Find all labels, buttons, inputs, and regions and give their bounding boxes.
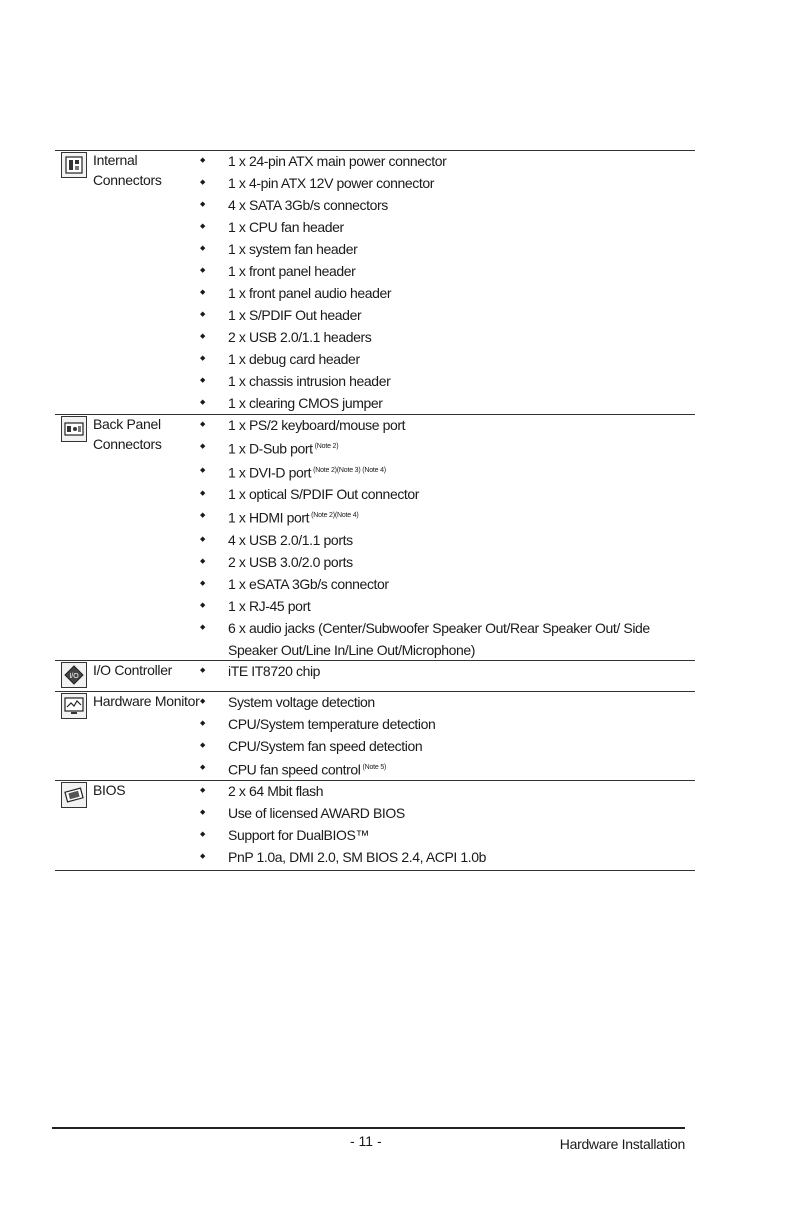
section-heading [61, 150, 162, 190]
spec-text: 4 x USB 2.0/1.1 ports [228, 531, 353, 548]
spec-text: PnP 1.0a, DMI 2.0, SM BIOS 2.4, ACPI 1.0b [228, 849, 487, 865]
spec-item [200, 348, 695, 370]
internal-connectors-icon [61, 152, 87, 178]
spec-item [200, 824, 695, 846]
spec-text: 1 x debug card header [228, 351, 360, 367]
spec-text: 1 x eSATA 3Gb/s connector [228, 575, 389, 592]
spec-text: 1 x DVI-D port [228, 464, 312, 481]
section-internal-connectors [55, 150, 695, 411]
spec-text: CPU fan speed control [228, 761, 361, 778]
spec-item [200, 436, 695, 460]
section-title: BIOS [93, 782, 126, 798]
footer-rule [52, 1127, 685, 1129]
spec-item [200, 194, 695, 216]
spec-text: iTE IT8720 chip [228, 663, 321, 679]
hardware-monitor-icon [61, 693, 87, 719]
spec-list [200, 414, 695, 661]
spec-note: (Note 2) [314, 443, 339, 450]
spec-item [200, 505, 695, 529]
spec-item [200, 802, 695, 824]
spec-item [200, 735, 695, 757]
spec-item [200, 216, 695, 238]
spec-text: 2 x USB 2.0/1.1 headers [228, 329, 372, 345]
spec-text: 1 x 24-pin ATX main power connector [228, 153, 447, 169]
spec-text: 1 x RJ-45 port [228, 597, 311, 614]
spec-item [200, 660, 695, 682]
section-title: Internal Connectors [93, 152, 162, 188]
section-heading [61, 691, 199, 719]
spec-text: Support for DualBIOS™ [228, 827, 369, 843]
spec-text: 1 x system fan header [228, 241, 358, 257]
section-io-controller [55, 660, 695, 686]
spec-text: 1 x front panel header [228, 263, 356, 279]
section-bios [55, 780, 695, 870]
spec-text: 1 x PS/2 keyboard/mouse port [228, 417, 406, 433]
spec-list [200, 691, 695, 781]
spec-text: 1 x CPU fan header [228, 219, 344, 235]
spec-item [200, 326, 695, 348]
spec-text: 1 x optical S/PDIF Out connector [228, 486, 420, 503]
spec-item [200, 483, 695, 505]
spec-text: CPU/System temperature detection [228, 716, 436, 732]
spec-text: 1 x D-Sub port [228, 440, 313, 457]
back-panel-icon [61, 416, 87, 442]
spec-item [200, 529, 695, 551]
spec-text: 1 x front panel audio header [228, 285, 392, 301]
section-title: I/O Controller [93, 662, 173, 678]
spec-item [200, 260, 695, 282]
spec-item [200, 757, 695, 781]
spec-list [200, 150, 695, 414]
bios-icon [61, 782, 87, 808]
spec-list [200, 780, 695, 868]
spec-note: (Note 5) [362, 764, 387, 771]
section-back-panel-connectors [55, 414, 695, 658]
section-hardware-monitor [55, 691, 695, 779]
spec-item [200, 370, 695, 392]
spec-note: (Note 2)(Note 4) [311, 512, 359, 520]
spec-item [200, 460, 695, 484]
spec-text: ◆ 6 x audio jacks (Center/Subwoofer Speaker Out/Rear Speaker Out/ Side Speaker Out/Line In/Line Out/Microphone) [228, 619, 650, 658]
spec-item [200, 150, 695, 172]
spec-text: CPU/System fan speed detection [228, 738, 423, 754]
spec-item [200, 238, 695, 260]
spec-item [200, 304, 695, 326]
spec-text: 4 x SATA 3Gb/s connectors [228, 197, 388, 213]
spec-text: Use of licensed AWARD BIOS [228, 805, 405, 821]
spec-item [200, 595, 695, 617]
spec-item [200, 780, 695, 802]
spec-list [200, 660, 695, 682]
spec-item [200, 573, 695, 595]
spec-text: System voltage detection [228, 694, 375, 710]
spec-item [200, 713, 695, 735]
page-number: - 11 - [350, 1133, 382, 1149]
svg-text:I/O: I/O [69, 673, 79, 680]
spec-text: 2 x 64 Mbit flash [228, 783, 324, 799]
spec-item [200, 282, 695, 304]
spec-item [200, 392, 695, 414]
spec-item [200, 846, 695, 868]
spec-text: 2 x USB 3.0/2.0 ports [228, 553, 353, 570]
spec-note: (Note 2)(Note 3) (Note 4) [313, 466, 386, 474]
section-title: Hardware Monitor [93, 693, 200, 709]
chapter-title: Hardware Installation [559, 1136, 685, 1152]
bottom-divider [55, 870, 695, 871]
section-heading [61, 660, 172, 688]
spec-text: 1 x S/PDIF Out header [228, 307, 362, 323]
spec-text: 1 x 4-pin ATX 12V power connector [228, 175, 434, 191]
spec-text: 1 x HDMI port [228, 509, 310, 526]
section-heading [61, 414, 162, 454]
spec-text: 1 x clearing CMOS jumper [228, 395, 383, 411]
spec-item [200, 414, 695, 436]
spec-item [200, 551, 695, 573]
spec-text: 1 x chassis intrusion header [228, 373, 391, 389]
section-title: Back Panel Connectors [93, 416, 162, 452]
spec-item [200, 691, 695, 713]
spec-item [200, 617, 695, 661]
spec-item [200, 172, 695, 194]
io-controller-icon [61, 662, 87, 688]
section-heading [61, 780, 125, 808]
